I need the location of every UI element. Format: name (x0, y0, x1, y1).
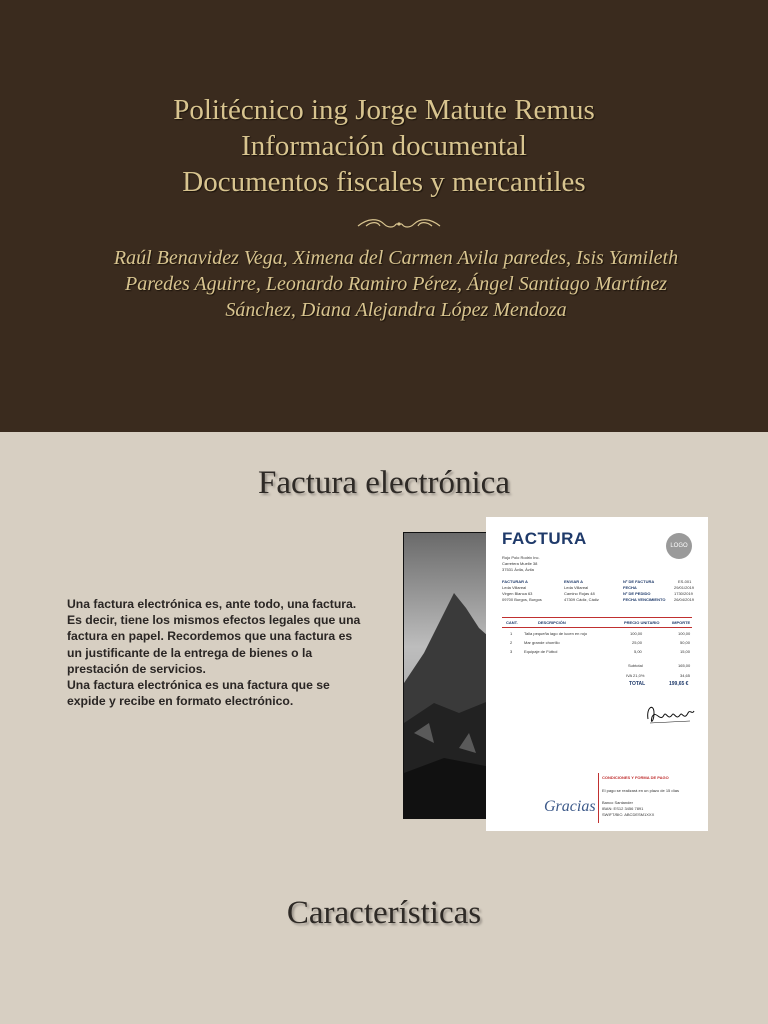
landscape-photo (403, 532, 497, 819)
ship-to-label: ENVIAR A (564, 579, 583, 584)
meta-label-1: Nº DE FACTURA (623, 579, 655, 584)
row3-price: 5,00 (634, 649, 642, 654)
bill-to-line-1: Leda Villareal (502, 585, 527, 590)
conditions-rule (598, 773, 599, 823)
meta-label-3: Nº DE PEDIDO (623, 591, 651, 596)
row3-amount: 15,00 (680, 649, 691, 654)
section-title-factura: Factura electrónica (258, 465, 510, 501)
table-header-rule (502, 627, 692, 628)
subtotal-label: Subtotal (628, 663, 643, 668)
tax-value: 34,65 (680, 673, 691, 678)
ship-to-line-1: Leda Villareal (564, 585, 589, 590)
col-importe: IMPORTE (672, 620, 691, 625)
row1-desc: Talla pequeña lago de lucen en rojo (524, 631, 588, 636)
subtotal-value: 165,00 (678, 663, 691, 668)
bill-to-label: FACTURAR A (502, 579, 528, 584)
slide-title (0, 92, 768, 200)
flourish-divider-icon (354, 214, 444, 234)
meta-value-2: 29/01/2019 (674, 585, 695, 590)
signature-icon (644, 699, 696, 729)
meta-label-2: FECHA (623, 585, 637, 590)
invoice-thanks: Gracias (544, 798, 596, 815)
col-precio: PRECIO UNITARIO (624, 620, 660, 625)
title-line-2: Información documental (241, 130, 527, 162)
factura-description-text: Una factura electrónica es, ante todo, una factura. Es decir, tiene los mismos efectos legales que una factura en papel. Recordemos que una factura es un justificante de la entrega de bienes o la prestación de servicios. Una factura electrónica es una factura que se expide y recibe en formato electrónico. (67, 597, 361, 709)
row3-qty: 3 (510, 649, 513, 654)
ship-to-line-2: Camino Rojas 48 (564, 591, 595, 596)
mountain-image (404, 533, 496, 818)
invoice-sample (486, 517, 708, 831)
invoice-logo: LOGO (666, 533, 692, 559)
row2-qty: 2 (510, 640, 513, 645)
bill-to-line-2: Virgen Blanca 63 (502, 591, 533, 596)
conditions-line-1: El pago se realizará en un plazo de 15 días (602, 788, 679, 793)
row2-desc: Mar grande chorrillo (524, 640, 560, 645)
row3-desc: Equipaje de Fútbol (524, 649, 558, 654)
issuer-line-2: Carretera Muelle 38 (502, 561, 538, 566)
authors-list: Raúl Benavidez Vega, Ximena del Carmen Avila paredes, Isis Yamileth Paredes Aguirre, Leonardo Ramiro Pérez, Ángel Santiago Martínez Sánchez, Diana Alejandra López Mendoza (113, 247, 679, 321)
section-title-caracteristicas: Características (286, 895, 482, 931)
issuer-line-3: 37531 Ávila, Ávila (502, 567, 534, 572)
conditions-line-3: IBAN: ES12 3456 7891 (602, 806, 644, 811)
meta-value-4: 26/04/2019 (674, 597, 695, 602)
meta-value-3: 1730/2019 (674, 591, 693, 596)
row1-amount: 100,00 (678, 631, 691, 636)
invoice-title: FACTURA (502, 529, 587, 548)
conditions-title: CONDICIONES Y FORMA DE PAGO (602, 775, 669, 780)
factura-description (67, 596, 367, 709)
bill-to-line-3: 09700 Burgos, Burgos (502, 597, 542, 602)
ship-to-line-3: 47309 Cádiz, Cádiz (564, 597, 599, 602)
total-label: TOTAL (629, 681, 646, 687)
title-line-1: Politécnico ing Jorge Matute Remus (173, 94, 595, 126)
meta-label-4: FECHA VENCIMIENTO (623, 597, 666, 602)
issuer-line-1: Rojo Polo Rodrix Inc. (502, 555, 540, 560)
table-top-rule (502, 617, 692, 618)
conditions-line-4: SWIFT/BIC: ABCDESM1XXX (602, 812, 655, 817)
title-slide (0, 0, 768, 432)
title-line-3: Documentos fiscales y mercantiles (182, 166, 586, 198)
total-value: 199,65 € (669, 681, 689, 687)
conditions-line-2: Banco Santander (602, 800, 633, 805)
row2-amount: 50,00 (680, 640, 691, 645)
col-descripcion: DESCRIPCIÓN (538, 620, 566, 625)
col-cant: CANT. (506, 620, 518, 625)
meta-value-1: ES-001 (678, 579, 692, 584)
tax-label: IVA 21,0% (626, 673, 645, 678)
row1-price: 100,00 (630, 631, 643, 636)
row2-price: 25,00 (632, 640, 643, 645)
row1-qty: 1 (510, 631, 513, 636)
